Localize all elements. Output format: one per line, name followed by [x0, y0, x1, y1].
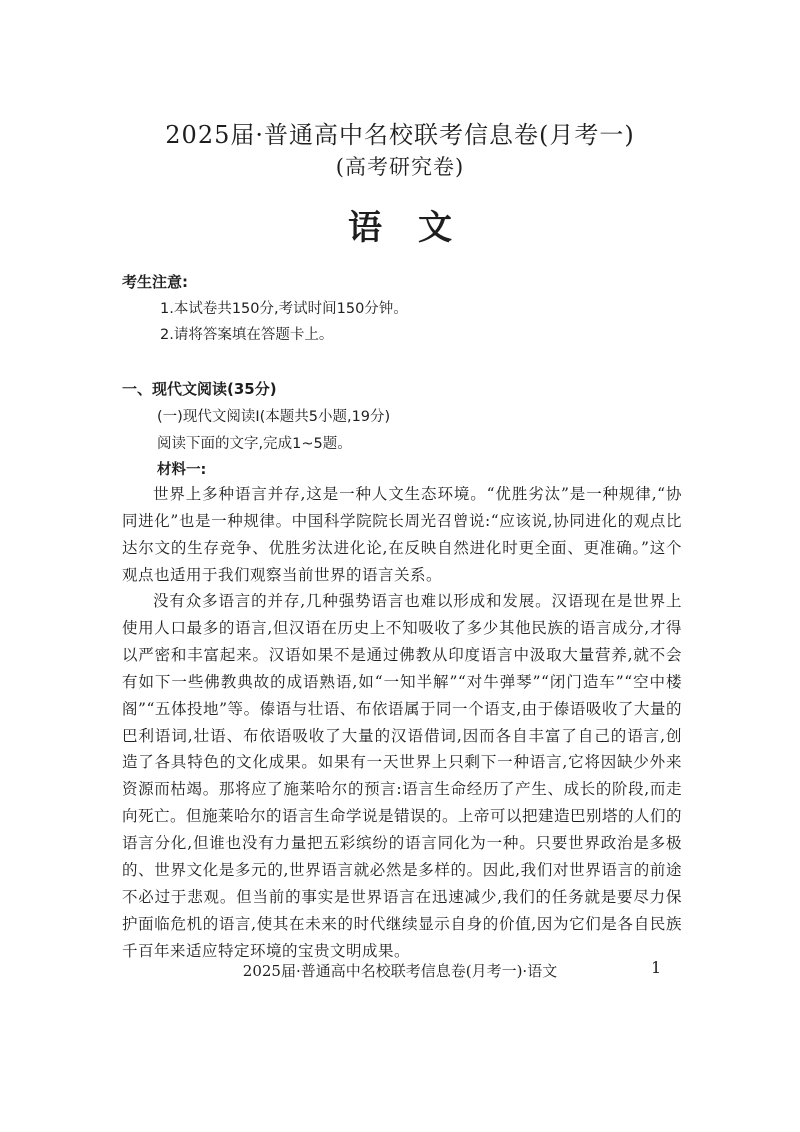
- passage-paragraph: 没有众多语言的并存,几种强势语言也难以形成和发展。汉语现在是世界上使用人口最多的语言,但汉语在历史上不知吸收了多少其他民族的语言成分,才得以严密和丰富起来。汉语如果不是通过佛教从印度语言中汲取大量营养,就不会有如下一些佛教典故的成语熟语,如“一知半解”“对牛弹琴”“闭门造车”“空中楼阁”“五体投地”等。傣语与壮语、布依语属于同一个语支,由于傣语吸收了大量的巴利语词,壮语、布依语吸收了大量的汉语借词,因而各自丰富了自己的语言,创造了各具特色的文化成果。如果有一天世界上只剩下一种语言,它将因缺少外来资源而枯竭。那将应了施莱哈尔的预言:语言生命经历了产生、成长的阶段,而走向死亡。但施莱哈尔的语言生命学说是错误的。上帝可以把建造巴别塔的人们的语言分化,但谁也没有力量把五彩缤纷的语言同化为一种。只要世界政治是多极的、世界文化是多元的,世界语言就必然是多样的。因此,我们对世界语言的前途不必过于悲观。但当前的事实是世界语言在迅速减少,我们的任务就是要尽力保护面临危机的语言,使其在未来的时代继续显示自身的价值,因为它们是各自民族千百年来适应特定环境的宝贵文明成果。: [122, 592, 683, 960]
- section-heading-text: 一、现代文阅读(35分): [122, 380, 277, 398]
- notice-heading: 考生注意:: [122, 273, 188, 291]
- reading-instruction: 阅读下面的文字,完成1~5题。: [157, 436, 352, 452]
- material-label: 材料一:: [157, 462, 207, 478]
- passage-paragraph: 世界上多种语言并存,这是一种人文生态环境。“优胜劣汰”是一种规律,“协同进化”也是一种规律。中国科学院院长周光召曾说:“应该说,协同进化的观点比达尔文的生存竞争、优胜劣汰进化论,在反映自然进化时更全面、更准确。”这个观点也适用于我们观察当前世界的语言关系。: [122, 485, 682, 584]
- page-number: 1: [651, 958, 662, 977]
- notice-item: 2.请将答案填在答题卡上。: [160, 327, 334, 343]
- notice-item: 1.本试卷共150分,考试时间150分钟。: [160, 301, 408, 317]
- exam-title: 2025届·普通高中名校联考信息卷(月考一): [165, 121, 635, 149]
- section-heading: [122, 378, 277, 399]
- page-footer: 2025届·普通高中名校联考信息卷(月考一)·语文: [242, 962, 558, 980]
- exam-subtitle: (高考研究卷): [335, 155, 465, 179]
- subject-title: 语文: [348, 208, 488, 248]
- subsection-heading: (一)现代文阅读Ⅰ(本题共5小题,19分): [157, 409, 391, 425]
